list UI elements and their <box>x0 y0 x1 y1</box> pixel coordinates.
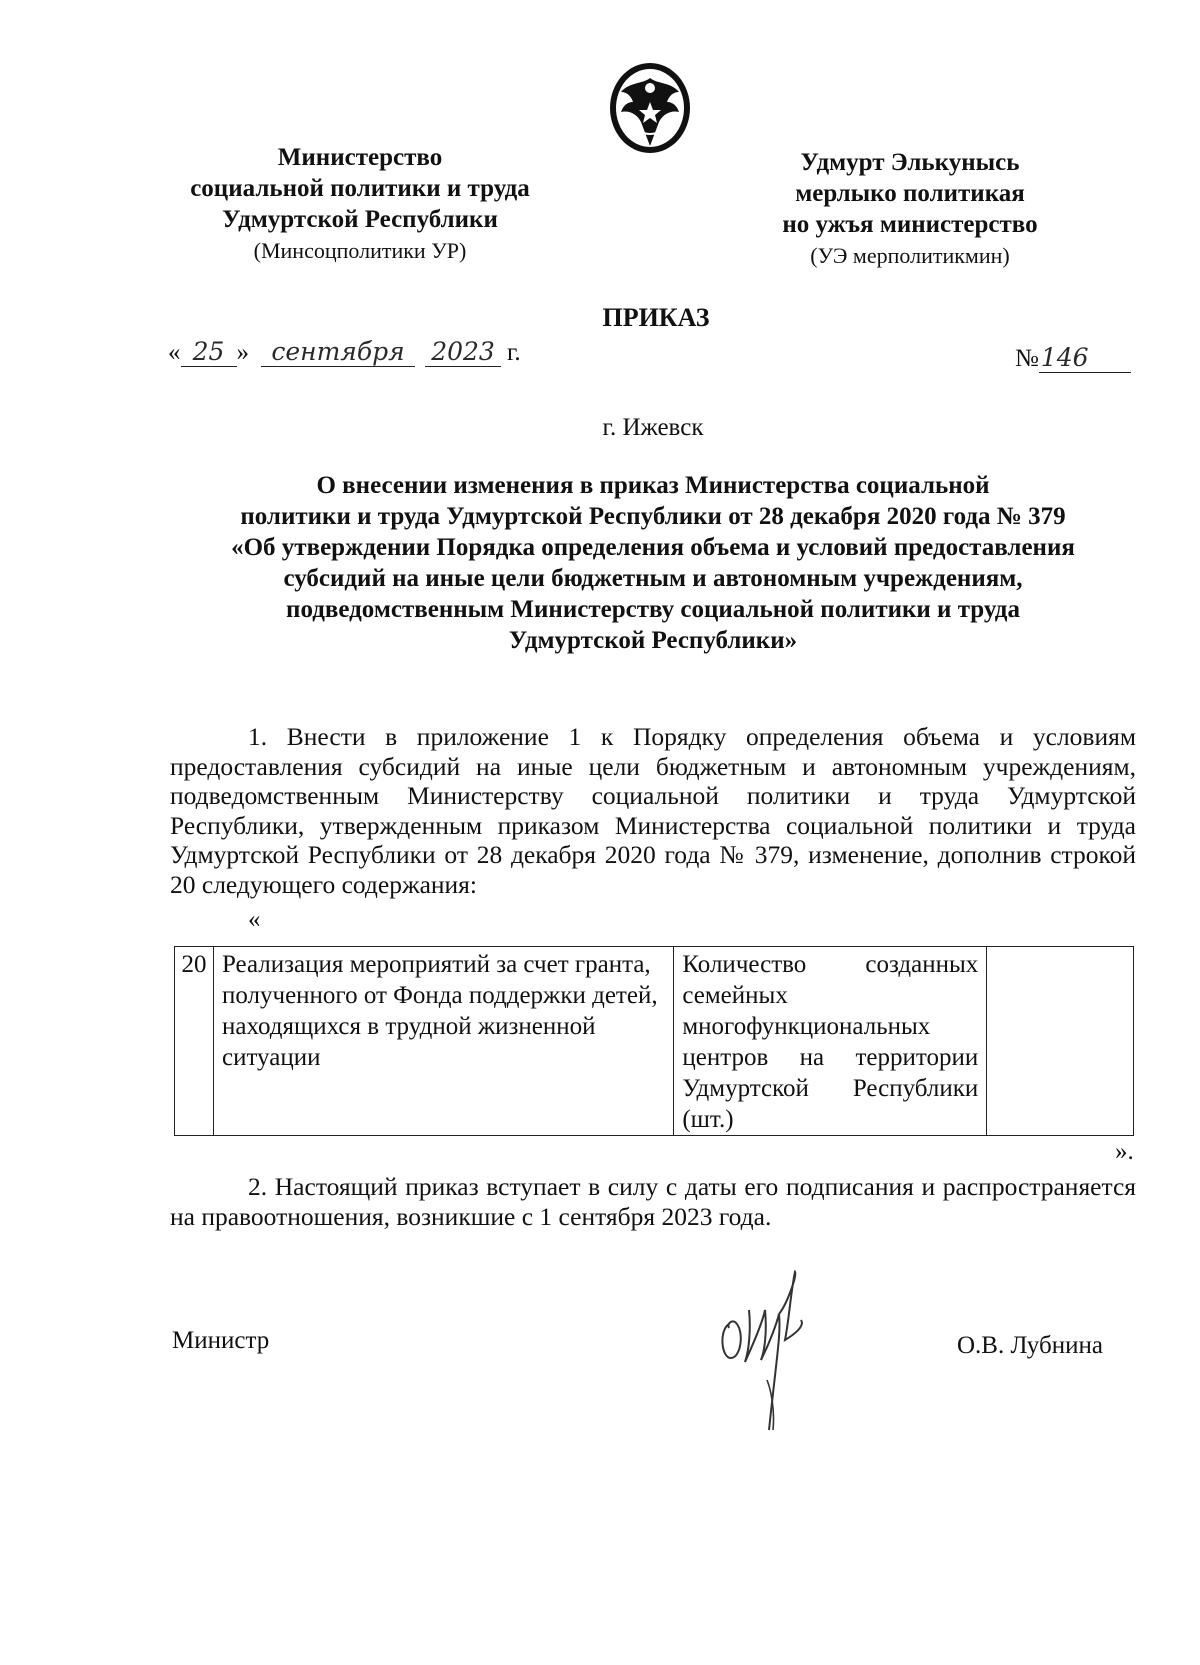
order-number <box>1015 344 1131 373</box>
ministry-udmurt-abbreviation: (УЭ мерполитикмин) <box>810 243 1010 268</box>
signer-title: Министр <box>172 1327 270 1354</box>
date-close-quote: » <box>236 339 249 366</box>
ministry-udmurt-line-1: Удмурт Элькунысь <box>800 149 1020 176</box>
subject-line-3: «Об утверждении Порядка определения объема и условий предоставления <box>231 534 1075 561</box>
handwritten-signature <box>715 1270 835 1440</box>
table-row <box>175 947 1134 1136</box>
date-year: 2023 <box>425 338 501 367</box>
paragraph-1: 1. Внести в приложение 1 к Порядку определения объема и условиям предоставления субсидий на иные цели бюджетным и автономным учреждениям, подведомственным Министерству социальной политики и труда Удмуртской Республики, утвержденным приказом Министерства социальной политики и труда Удмуртской Республики от 28 декабря 2020 года № 379, изменение, дополнив строкой 20 следующего содержания: <box>170 722 1136 899</box>
subject-line-1: О внесении изменения в приказ Министерства социальной <box>316 472 990 499</box>
table-close-quote: ». <box>1115 1138 1134 1165</box>
row-indicator-cell: Количество созданных семейных многофункциональных центров на территории Удмуртской Республики (шт.) <box>674 947 987 1136</box>
signer-name: О.В. Лубнина <box>957 1332 1103 1359</box>
subject-line-6: Удмуртской Республики» <box>508 627 798 654</box>
ministry-line-2: социальной политики и труда <box>190 175 530 202</box>
paragraph-2: 2. Настоящий приказ вступает в силу с даты его подписания и распространяется на правоотношения, возникшие с 1 сентября 2023 года. <box>170 1172 1136 1231</box>
city: г. Ижевск <box>602 414 704 441</box>
document-title: ПРИКАЗ <box>602 303 710 332</box>
date-month: сентября <box>261 338 415 367</box>
ministry-abbreviation: (Минсоцполитики УР) <box>253 238 467 263</box>
coat-of-arms-emblem <box>607 58 693 156</box>
row-number-cell: 20 <box>175 947 214 1136</box>
date-open-quote: « <box>168 339 181 366</box>
ministry-udmurt-line-2: мерлыко политикая <box>795 180 1025 207</box>
subject-line-4: субсидий на иные цели бюджетным и автономным учреждениям, <box>283 565 1023 592</box>
row-value-cell <box>987 947 1134 1136</box>
number-label: № <box>1015 345 1039 372</box>
date-day: 25 <box>181 338 237 367</box>
ministry-name-udmurt <box>720 147 1100 271</box>
ministry-line-1: Министерство <box>277 144 443 171</box>
ministry-name-russian <box>150 142 570 266</box>
amendment-table <box>174 946 1134 1136</box>
subject-line-2: политики и труда Удмуртской Республики от 28 декабря 2020 года № 379 <box>240 503 1066 530</box>
order-subject <box>170 470 1136 656</box>
date-suffix: г. <box>507 339 521 366</box>
order-date <box>168 338 521 367</box>
ministry-line-3: Удмуртской Республики <box>222 206 498 233</box>
ministry-udmurt-line-3: но ужъя министерство <box>782 211 1038 238</box>
number-value: 146 <box>1039 344 1131 373</box>
subject-line-5: подведомственным Министерству социальной политики и труда <box>286 596 1020 623</box>
table-open-quote: « <box>248 906 261 933</box>
row-name-cell: Реализация мероприятий за счет гранта, полученного от Фонда поддержки детей, находящихся в трудной жизненной ситуации <box>213 947 673 1136</box>
